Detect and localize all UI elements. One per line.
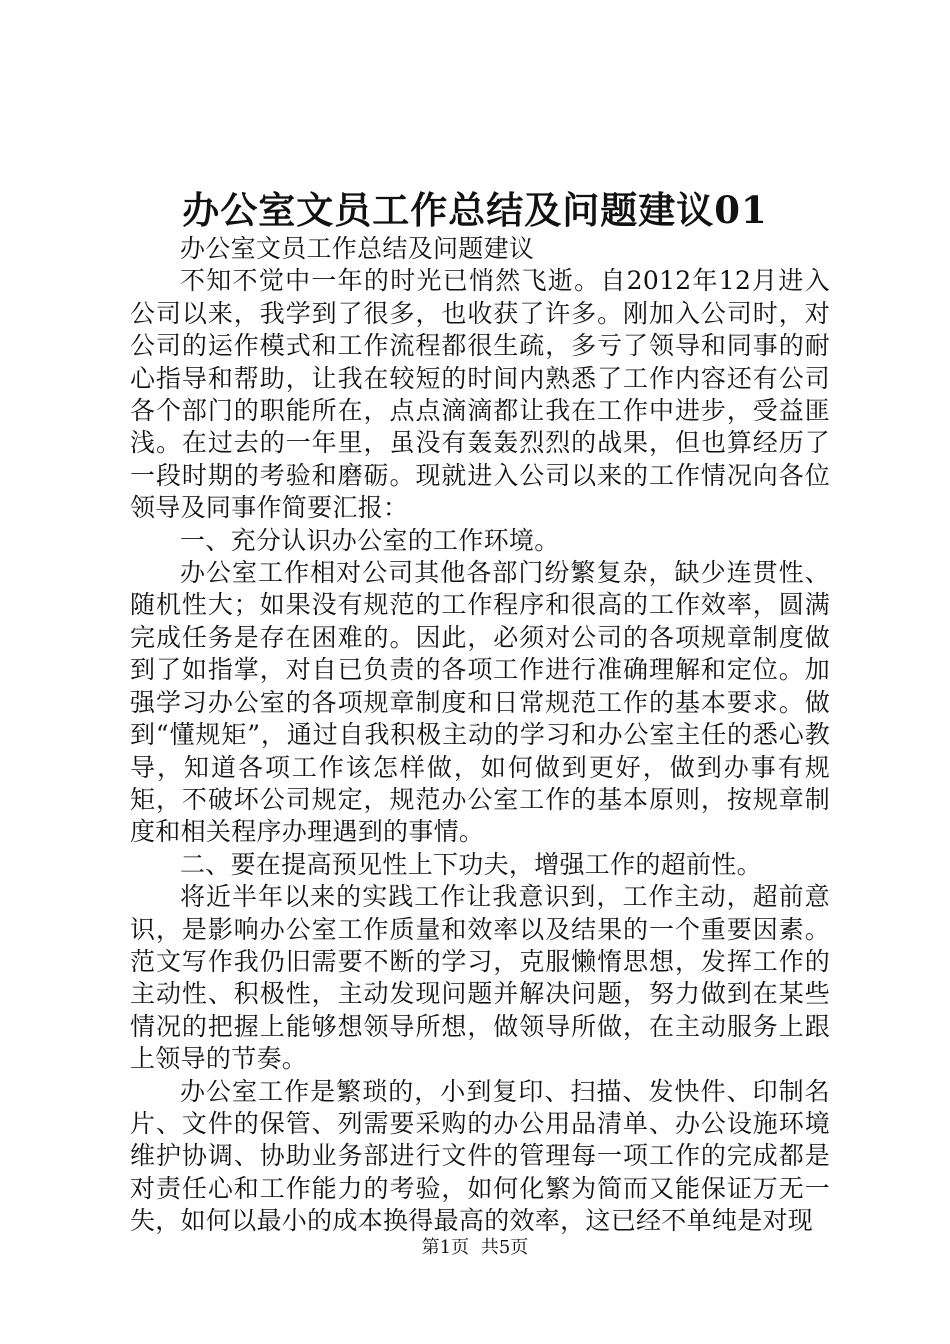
section-heading-2: 二、要在提高预见性上下功夫，增强工作的超前性。 — [180, 849, 762, 879]
page-footer — [0, 1236, 950, 1260]
page-number: 第1页 — [421, 1237, 470, 1258]
document-body — [130, 233, 830, 1238]
document-title: 办公室文员工作总结及问题建议01 — [182, 188, 768, 232]
body-paragraph: 办公室工作相对公司其他各部门纷繁复杂，缺少连贯性、随机性大；如果没有规范的工作程序和很高的工作效率，圆满完成任务是存在困难的。因此，必须对公司的各项规章制度做到了如指掌，对自已负责的各项工作进行准确理解和定位。加强学习办公室的各项规章制度和日常规范工作的基本要求。做到“懂规矩”，通过自我积极主动的学习和办公室主任的悉心教导，知道各项工作该怎样做，如何做到更好，做到办事有规矩，不破坏公司规定，规范办公室工作的基本原则，按规章制度和相关程序办理遇到的事情。 — [130, 558, 830, 847]
intro-paragraph: 不知不觉中一年的时光已悄然飞逝。自2012年12月进入公司以来，我学到了很多，也收获了许多。刚加入公司时，对公司的运作模式和工作流程都很生疏，多亏了领导和同事的耐心指导和帮助，让我在较短的时间内熟悉了工作内容还有公司各个部门的职能所在，点点滴滴都让我在工作中进步，受益匪浅。在过去的一年里，虽没有轰轰烈烈的战果，但也算经历了一段时期的考验和磨砺。现就进入公司以来的工作情况向各位领导及同事作简要汇报： — [130, 266, 830, 523]
body-paragraph: 将近半年以来的实践工作让我意识到，工作主动，超前意识，是影响办公室工作质量和效率以及结果的一个重要因素。范文写作我仍旧需要不断的学习，克服懒惰思想，发挥工作的主动性、积极性，主动发现问题并解决问题，努力做到在某些情况的把握上能够想领导所想，做领导所做，在主动服务上跟上领导的节奏。 — [130, 882, 830, 1074]
section-heading-1: 一、充分认识办公室的工作环境。 — [180, 525, 560, 555]
body-paragraph: 办公室工作是繁琐的，小到复印、扫描、发快件、印制名片、文件的保管、列需要采购的办公用品清单、办公设施环境维护协调、协助业务部进行文件的管理每一项工作的完成都是对责任心和工作能力的考验，如何化繁为简而又能保证万无一失，如何以最小的成本换得最高的效率，这已经不单纯是对现 — [130, 1076, 830, 1236]
page-total: 共5页 — [480, 1237, 529, 1258]
subtitle-paragraph: 办公室文员工作总结及问题建议 — [180, 234, 535, 263]
